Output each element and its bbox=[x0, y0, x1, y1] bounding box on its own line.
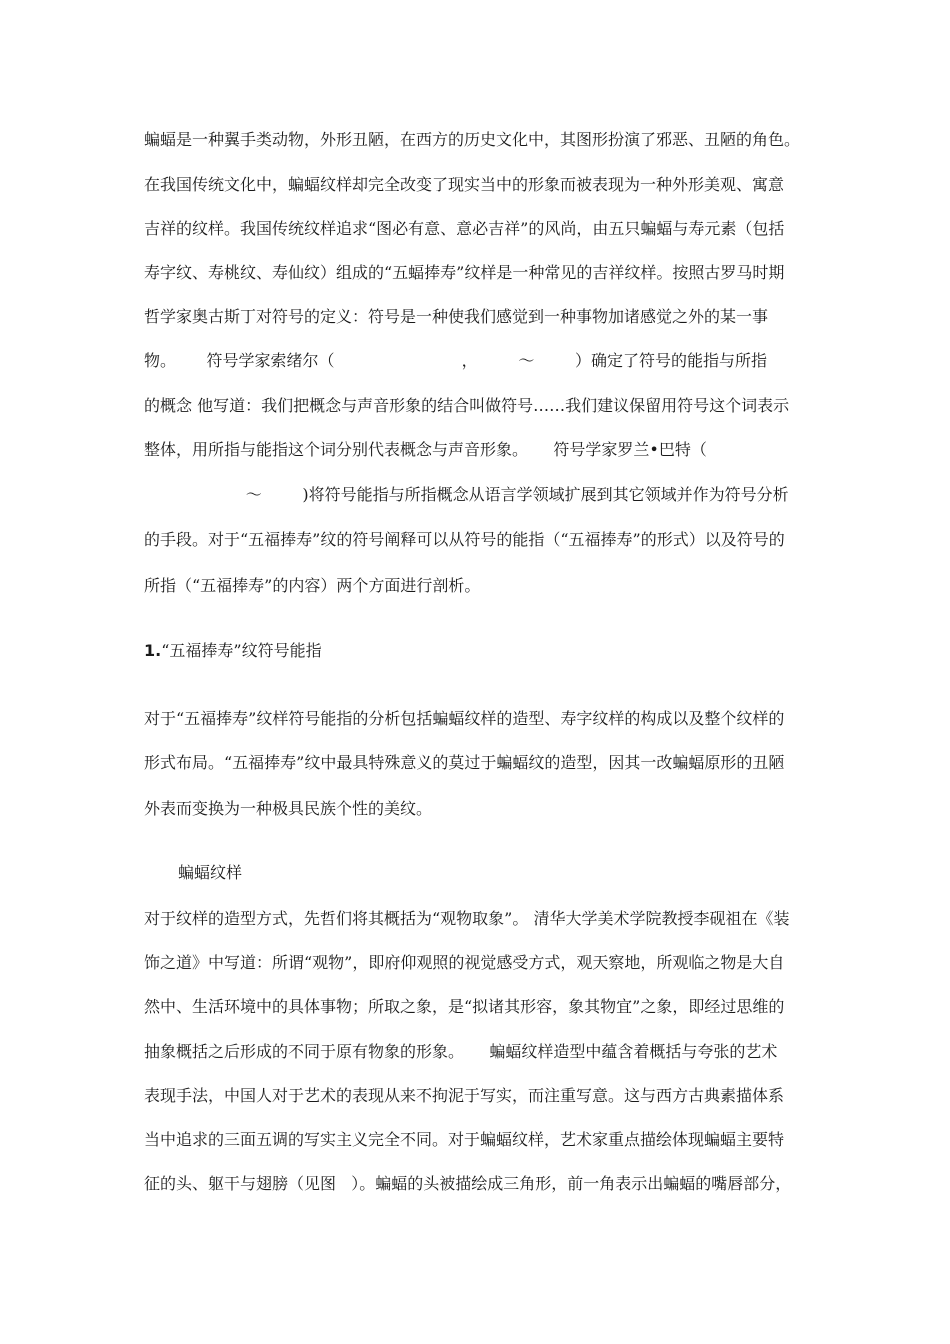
paragraph-3-line-5: 表现手法，中国人对于艺术的表现从来不拘泥于写实，而注重写意。这与西方古典素描体系 bbox=[144, 1086, 785, 1105]
paragraph-1-line-10: 的手段。对于“五福捧寿”纹的符号阐释可以从符号的能指（“五福捧寿”的形式）以及符号的 bbox=[144, 530, 785, 549]
paragraph-3-line-7: 征的头、躯干与翅膀（见图 ）。蝙蝠的头被描绘成三角形，前一角表示出蝙蝠的嘴唇部分， bbox=[144, 1174, 792, 1193]
paragraph-1-line-9: ～ )将符号能指与所指概念从语言学领域扩展到其它领域并作为符号分析 bbox=[144, 485, 789, 504]
paragraph-3-line-1: 对于纹样的造型方式，先哲们将其概括为“观物取象”。 清华大学美术学院教授李砚祖在《装 bbox=[144, 909, 790, 928]
subheading: 蝙蝠纹样 bbox=[178, 863, 243, 882]
paragraph-2-line-2: 形式布局。“五福捧寿”纹中最具特殊意义的莫过于蝙蝠纹的造型，因其一改蝙蝠原形的丑陋 bbox=[144, 753, 785, 772]
paragraph-1-line-1: 蝙蝠是一种翼手类动物，外形丑陋，在西方的历史文化中，其图形扮演了邪恶、丑陋的角色。 bbox=[144, 130, 801, 149]
paragraph-1-line-5: 哲学家奥古斯丁对符号的定义：符号是一种使我们感觉到一种事物加诸感觉之外的某一事 bbox=[144, 307, 769, 326]
section-heading-title: “五福捧寿”纹符号能指 bbox=[161, 641, 322, 660]
paragraph-3-line-4: 抽象概括之后形成的不同于原有物象的形象。 蝙蝠纹样造型中蕴含着概括与夸张的艺术 bbox=[144, 1042, 778, 1061]
paragraph-1-line-2: 在我国传统文化中，蝙蝠纹样却完全改变了现实当中的形象而被表现为一种外形美观、寓意 bbox=[144, 175, 785, 194]
paragraph-1-line-8: 整体，用所指与能指这个词分别代表概念与声音形象。 符号学家罗兰•巴特（ bbox=[144, 440, 707, 459]
paragraph-1-line-11: 所指（“五福捧寿”的内容）两个方面进行剖析。 bbox=[144, 576, 481, 595]
section-heading bbox=[144, 640, 814, 662]
paragraph-1-line-7: 的概念 他写道：我们把概念与声音形象的结合叫做符号……我们建议保留用符号这个词表示 bbox=[144, 396, 790, 415]
paragraph-1-line-4: 寿字纹、寿桃纹、寿仙纹）组成的“五蝠捧寿”纹样是一种常见的吉祥纹样。按照古罗马时期 bbox=[144, 263, 785, 282]
paragraph-3-line-2: 饰之道》中写道：所谓“观物”，即府仰观照的视觉感受方式，观天察地，所观临之物是大自 bbox=[144, 953, 785, 972]
paragraph-3-line-3: 然中、生活环境中的具体事物；所取之象，是“拟诸其形容，象其物宜”之象，即经过思维的 bbox=[144, 997, 785, 1016]
paragraph-1-line-6: 物。 符号学家索绪尔（ ， ～ ）确定了符号的能指与所指 bbox=[144, 351, 768, 370]
paragraph-2-line-1: 对于“五福捧寿”纹样符号能指的分析包括蝙蝠纹样的造型、寿字纹样的构成以及整个纹样的 bbox=[144, 709, 785, 728]
section-heading-number: 1. bbox=[144, 641, 162, 660]
paragraph-3-line-6: 当中追求的三面五调的写实主义完全不同。对于蝙蝠纹样，艺术家重点描绘体现蝙蝠主要特 bbox=[144, 1130, 785, 1149]
paragraph-1-line-3: 吉祥的纹样。我国传统纹样追求“图必有意、意必吉祥”的风尚，由五只蝙蝠与寿元素（包括 bbox=[144, 219, 785, 238]
paragraph-2-line-3: 外表而变换为一种极具民族个性的美纹。 bbox=[144, 799, 433, 818]
